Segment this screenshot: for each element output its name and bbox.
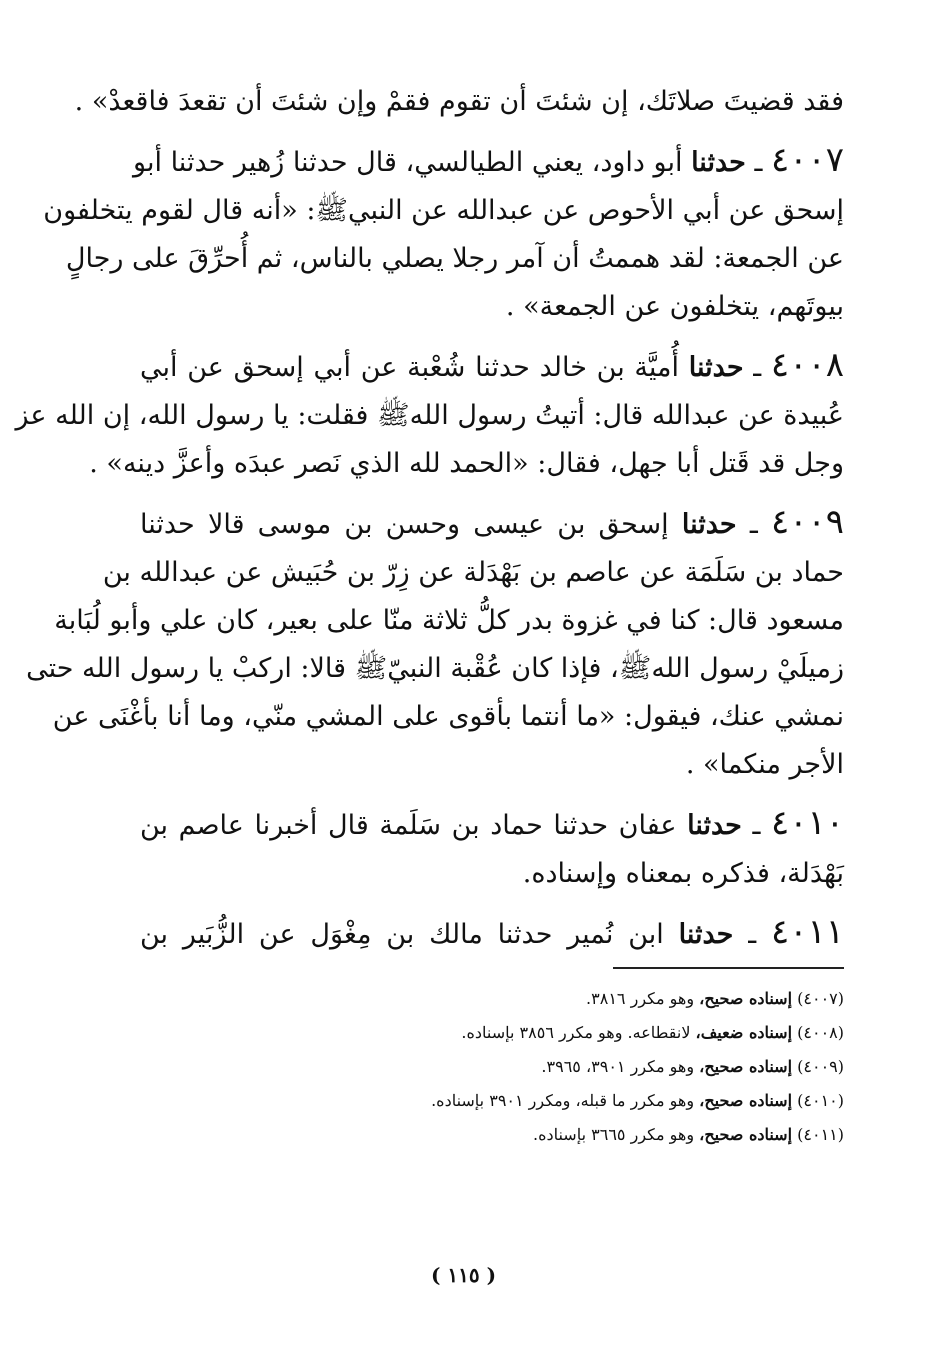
hadith-number: ٤٠٠٨ (770, 345, 844, 385)
main-text (15, 78, 845, 969)
text-line: عن الجمعة: لقد هممتُ أن آمر رجلا يصلي بالناس، ثم أُحرِّقَ على رجالٍ (65, 243, 844, 274)
hadith-number: ٤٠١١ (770, 912, 844, 952)
footnote-4007 (224, 982, 844, 1016)
hadith-4010 (140, 799, 844, 898)
paragraph-continuation (74, 78, 844, 126)
hadith-label: حدثنا (687, 810, 742, 841)
hadith-label: حدثنا (688, 352, 744, 383)
text-line: بيوتَهم، يتخلفون عن الجمعة» . (505, 291, 844, 322)
hadith-number: ٤٠١٠ (770, 803, 845, 843)
footnote-4011 (224, 1118, 844, 1152)
text-line: أبو داود، يعني الطيالسي، قال حدثنا زُهير حدثنا أبو (133, 147, 683, 178)
text-line: فقد قضيتَ صلاتَك، إن شئتَ أن تقوم فقمْ وإن شئتَ أن تقعدَ فاقعدْ» . (74, 86, 844, 117)
text-line: نمشي عنك، فيقول: «ما أنتما بأقوى على المشي منّي، وما أنا بأغْنَى عن (52, 701, 844, 732)
footnote-verdict: إسناده صحيح، (699, 1125, 793, 1144)
hadith-4008 (15, 341, 844, 488)
footnote-verdict: إسناده صحيح، (699, 1091, 793, 1110)
text-line: أُميَّة بن خالد حدثنا شُعْبة عن أبي إسحق عن أبي (140, 352, 680, 383)
footnote-text: لانقطاعه. وهو مكرر ٣٨٥٦ بإسناده. (461, 1023, 691, 1042)
footnotes (224, 982, 844, 1152)
footnote-4009 (224, 1050, 844, 1084)
footnote-text: وهو مكرر ٣٨١٦. (586, 989, 695, 1008)
text-line: زميلَيْ رسول اللهﷺ، فإذا كان عُقْبة النبيّﷺ قالا: اركبْ يا رسول الله حتى (26, 653, 844, 684)
text-line: إسحق بن عيسى وحسن بن موسى قالا حدثنا (140, 509, 669, 540)
footnote-number: (٤٠١١) (797, 1125, 844, 1144)
footnote-4008 (224, 1016, 844, 1050)
hadith-4009 (26, 498, 844, 789)
footnote-number: (٤٠٠٧) (797, 989, 844, 1008)
footnote-number: (٤٠٠٩) (797, 1057, 844, 1076)
footnote-text: وهو مكرر ٣٩٠١، ٣٩٦٥. (541, 1057, 695, 1076)
text-line: حماد بن سَلَمَة عن عاصم بن بَهْدَلة عن زِرّ بن حُبَيش عن عبدالله بن (102, 557, 844, 588)
text-line: عُبيدة عن عبدالله قال: أتيتُ رسول اللهﷺ فقلت: يا رسول الله، إن الله عز (15, 400, 844, 431)
dash: ـ (749, 509, 758, 540)
footnote-verdict: إسناده صحيح، (699, 1057, 793, 1076)
footnote-text: وهو مكرر ما قبله، ومكرر ٣٩٠١ بإسناده. (431, 1091, 695, 1110)
text-line: بَهْدَلة، فذكره بمعناه وإسناده. (522, 858, 844, 889)
footnote-verdict: إسناده صحيح، (699, 989, 793, 1008)
hadith-number: ٤٠٠٩ (770, 502, 844, 542)
dash: ـ (752, 810, 761, 841)
text-line: الأجر منكما» . (685, 749, 844, 780)
text-line: ابن نُمير حدثنا مالك بن مِغْوَل عن الزُّبَير بن (140, 919, 664, 950)
footnote-separator (613, 967, 844, 969)
text-line: مسعود قال: كنا في غزوة بدر كلُّ ثلاثة منّا على بعير، كان علي وأبو لُبَابة (54, 605, 844, 636)
hadith-label: حدثنا (691, 147, 746, 178)
text-line: عفان حدثنا حماد بن سَلَمة قال أخبرنا عاصم بن (140, 810, 677, 841)
hadith-4011 (140, 908, 844, 959)
dash: ـ (753, 352, 762, 383)
footnote-text: وهو مكرر ٣٦٦٥ بإسناده. (533, 1125, 695, 1144)
footnote-4010 (224, 1084, 844, 1118)
hadith-label: حدثنا (678, 919, 734, 950)
hadith-number: ٤٠٠٧ (770, 140, 844, 180)
text-line: إسحق عن أبي الأحوص عن عبدالله عن النبيﷺ: «أنه قال لقوم يتخلفون (43, 195, 844, 226)
text-line: وجل قد قَتل أبا جهل، فقال: «الحمد لله الذي نَصر عبدَه وأعزَّ دينه» . (89, 448, 844, 479)
footnote-number: (٤٠٠٨) (797, 1023, 844, 1042)
footnote-verdict: إسناده ضعيف، (695, 1023, 793, 1042)
hadith-label: حدثنا (681, 509, 737, 540)
hadith-4007 (43, 136, 844, 331)
dash: ـ (754, 147, 763, 178)
footnote-number: (٤٠١٠) (797, 1091, 844, 1110)
dash: ـ (748, 919, 757, 950)
page-number: ( ١١٥ ) (430, 1263, 497, 1287)
